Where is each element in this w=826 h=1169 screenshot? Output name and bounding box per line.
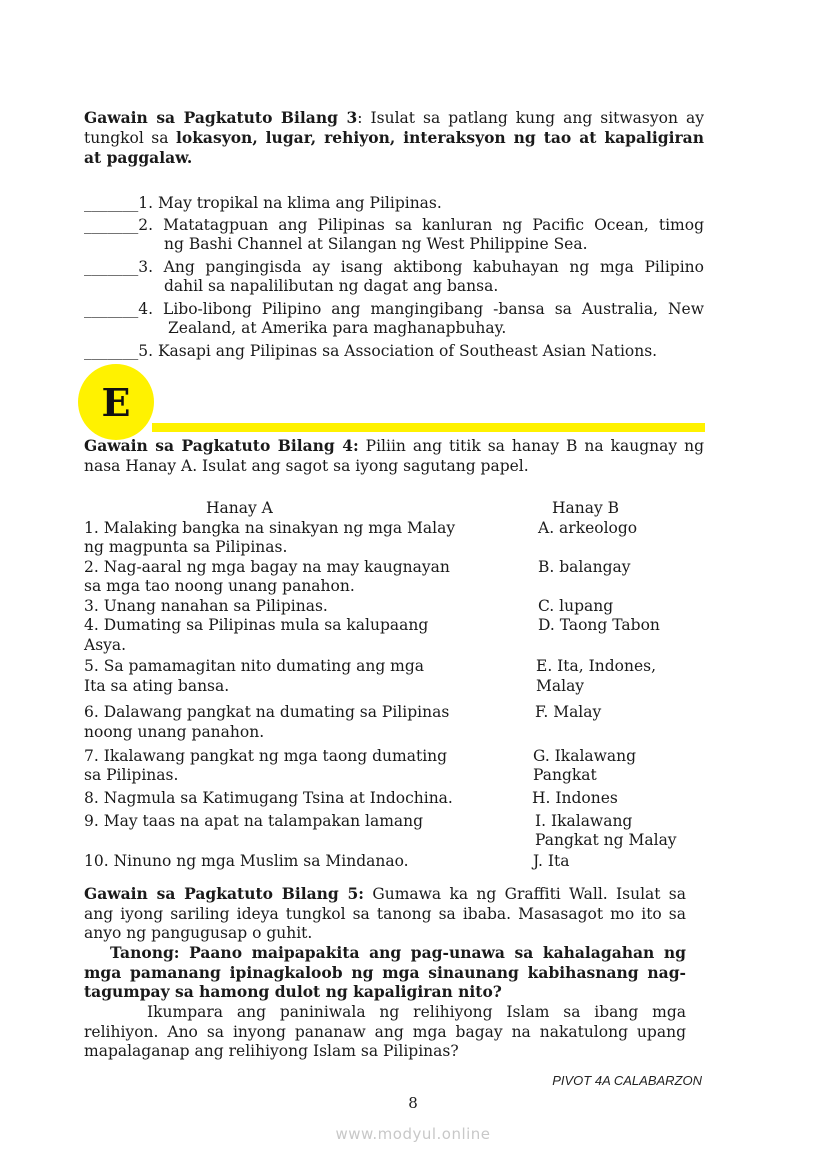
gawain5-line2: ang iyong sariling ideya tungkol sa tanong sa ibaba. Masasagot mo ito sa xyxy=(84,905,686,923)
gawain3-item-2: _______2. Matatagpuan ang Pilipinas sa kanluran ng Pacific Ocean, timog xyxy=(84,216,704,234)
hanay-b-item: C. lupang xyxy=(538,597,614,615)
gawain5-line3: anyo ng pangugusap o guhit. xyxy=(84,924,313,942)
hanay-b-item: E. Ita, Indones, xyxy=(536,657,657,675)
hanay-a-item: noong unang panahon. xyxy=(84,723,265,741)
section-letter: E xyxy=(101,379,131,425)
gawain3-item-4-cont: Zealand, at Amerika para maghanapbuhay. xyxy=(168,319,507,337)
hanay-b-item: A. arkeologo xyxy=(538,519,638,537)
hanay-a-item: sa mga tao noong unang panahon. xyxy=(84,577,355,595)
hanay-b-item: G. Ikalawang xyxy=(533,747,637,765)
hanay-a-item: 5. Sa pamamagitan nito dumating ang mga xyxy=(84,657,425,675)
hanay-a-item: 4. Dumating sa Pilipinas mula sa kalupaang xyxy=(84,616,429,634)
hanay-b-item: D. Taong Tabon xyxy=(538,616,660,634)
gawain3-item-5: _______5. Kasapi ang Pilipinas sa Association of Southeast Asian Nations. xyxy=(84,342,658,360)
section-e-badge xyxy=(78,364,154,440)
hanay-a-heading: Hanay A xyxy=(206,499,273,517)
gawain3-intro-line2: tungkol sa lokasyon, lugar, rehiyon, interaksyon ng tao at kapaligiran xyxy=(84,128,704,147)
hanay-b-item: B. balangay xyxy=(538,558,631,576)
hanay-a-item: 3. Unang nanahan sa Pilipinas. xyxy=(84,597,328,615)
hanay-b-item: H. Indones xyxy=(532,789,618,807)
hanay-b-item: Pangkat ng Malay xyxy=(535,831,677,849)
hanay-b-item: I. Ikalawang xyxy=(535,812,633,830)
hanay-a-item: sa Pilipinas. xyxy=(84,766,179,784)
gawain5-para-line2: relihiyon. Ano sa inyong pananaw ang mga bagay na nakatulong upang xyxy=(84,1023,686,1041)
gawain4-intro-line1: Gawain sa Pagkatuto Bilang 4: Piliin ang titik sa hanay B na kaugnay ng xyxy=(84,436,704,455)
page-number: 8 xyxy=(408,1094,418,1112)
hanay-b-item: Malay xyxy=(536,677,585,695)
hanay-a-item: Ita sa ating bansa. xyxy=(84,677,230,695)
hanay-a-item: Asya. xyxy=(84,636,127,654)
hanay-a-item: 10. Ninuno ng mga Muslim sa Mindanao. xyxy=(84,852,409,870)
hanay-a-item: 7. Ikalawang pangkat ng mga taong dumating xyxy=(84,747,448,765)
gawain3-item-1: _______1. May tropikal na klima ang Pilipinas. xyxy=(84,194,442,212)
gawain3-item-3: _______3. Ang pangingisda ay isang aktibong kabuhayan ng mga Pilipino xyxy=(84,258,704,276)
hanay-b-item: Pangkat xyxy=(533,766,597,784)
gawain5-line1: Gawain sa Pagkatuto Bilang 5: Gumawa ka ng Graffiti Wall. Isulat sa xyxy=(84,884,687,903)
gawain5-question-line1: Tanong: Paano maipapakita ang pag-unawa sa kahalagahan ng xyxy=(110,943,686,962)
answer-blank: _______ xyxy=(84,300,139,318)
answer-blank: _______ xyxy=(84,194,139,212)
hanay-a-item: ng magpunta sa Pilipinas. xyxy=(84,538,288,556)
hanay-a-item: 2. Nag-aaral ng mga bagay na may kaugnayan xyxy=(84,558,450,576)
gawain3-item-2-cont: ng Bashi Channel at Silangan ng West Philippine Sea. xyxy=(164,235,588,253)
hanay-b-item: F. Malay xyxy=(535,703,602,721)
hanay-a-item: 1. Malaking bangka na sinakyan ng mga Malay xyxy=(84,519,456,537)
gawain3-intro-line1: Gawain sa Pagkatuto Bilang 3: Isulat sa patlang kung ang sitwasyon ay xyxy=(84,108,704,127)
gawain5-para-line1: Ikumpara ang paniniwala ng relihiyong Islam sa ibang mga xyxy=(147,1003,686,1021)
answer-blank: _______ xyxy=(84,258,139,276)
gawain4-intro-line2: nasa Hanay A. Isulat ang sagot sa iyong sagutang papel. xyxy=(84,457,529,475)
gawain5-question-line3: tagumpay sa hamong dulot ng kapaligiran nito? xyxy=(84,982,502,1001)
hanay-a-item: 6. Dalawang pangkat na dumating sa Pilipinas xyxy=(84,703,450,721)
gawain5-para-line3: mapalaganap ang relihiyong Islam sa Pilipinas? xyxy=(84,1042,459,1060)
gawain5-title: Gawain sa Pagkatuto Bilang 5: xyxy=(84,884,365,903)
answer-blank: _______ xyxy=(84,216,139,234)
hanay-a-item: 8. Nagmula sa Katimugang Tsina at Indochina. xyxy=(84,789,453,807)
hanay-a-item: 9. May taas na apat na talampakan lamang xyxy=(84,812,424,830)
footer-label: PIVOT 4A CALABARZON xyxy=(552,1073,702,1088)
gawain3-item-3-cont: dahil sa napalilibutan ng dagat ang bansa. xyxy=(164,277,499,295)
gawain3-intro-line3: at paggalaw. xyxy=(84,148,193,167)
gawain3-item-4: _______4. Libo-libong Pilipino ang mangingibang -bansa sa Australia, New xyxy=(84,300,704,318)
gawain5-question-line2: mga pamanang ipinagkaloob ng mga sinaunang kabihasnang nag- xyxy=(84,963,686,982)
section-divider-bar xyxy=(152,423,705,432)
gawain3-title: Gawain sa Pagkatuto Bilang 3 xyxy=(84,108,358,127)
gawain4-title: Gawain sa Pagkatuto Bilang 4: xyxy=(84,436,359,455)
hanay-b-heading: Hanay B xyxy=(552,499,620,517)
hanay-b-item: J. Ita xyxy=(533,852,570,870)
answer-blank: _______ xyxy=(84,342,139,360)
watermark: www.modyul.online xyxy=(335,1125,491,1143)
